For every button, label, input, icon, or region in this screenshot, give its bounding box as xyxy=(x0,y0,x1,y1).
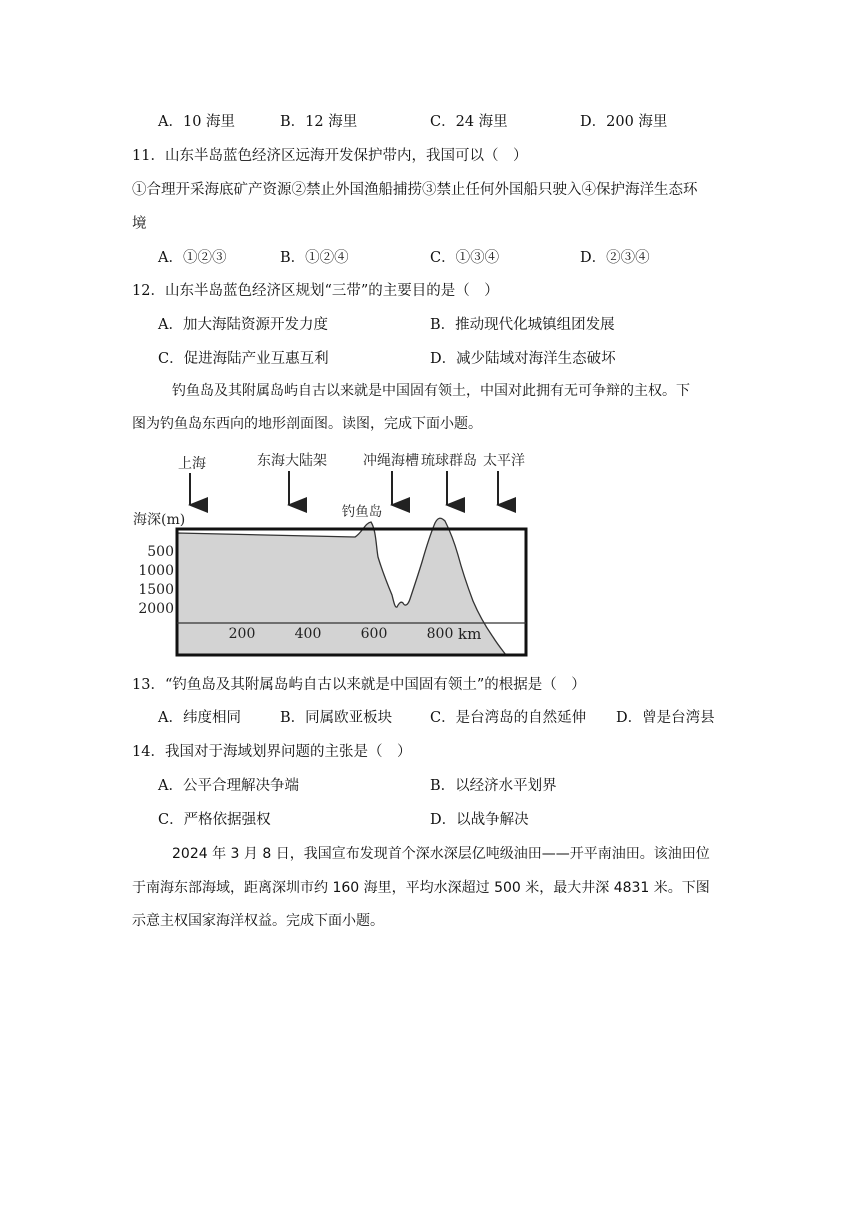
x-tick-600: 600 xyxy=(360,626,388,642)
q10-option-a: A．10 海里 xyxy=(158,114,236,130)
q11-option-b: B．①②④ xyxy=(280,250,349,266)
q13-option-c: C．是台湾岛的自然延伸 xyxy=(430,710,587,726)
q12-option-c: C．促进海陆产业互惠互利 xyxy=(158,351,329,367)
q13-stem: 13．“钓鱼岛及其附属岛屿自古以来就是中国固有领土”的根据是（ ） xyxy=(132,677,586,693)
passage1-line2: 图为钓鱼岛东西向的地形剖面图。读图，完成下面小题。 xyxy=(132,416,482,432)
passage2-line1: 2024 年 3 月 8 日，我国宣布发现首个深水深层亿吨级油田——开平南油田。该油田位 xyxy=(172,846,710,862)
q13-option-d: D．曾是台湾县 xyxy=(616,710,715,726)
q11-items-line2: 境 xyxy=(132,216,147,232)
x-tick-800: 800 xyxy=(426,626,454,642)
y-axis-title: 海深(m) xyxy=(133,512,186,528)
q12-option-b: B．推动现代化城镇组团发展 xyxy=(430,317,615,333)
y-tick-1500: 1500 xyxy=(138,582,174,598)
y-tick-500: 500 xyxy=(147,544,174,560)
q11-option-d: D．②③④ xyxy=(580,250,650,266)
x-tick-200: 200 xyxy=(228,626,256,642)
q13-option-b: B．同属欧亚板块 xyxy=(280,710,393,726)
terrain-profile-figure xyxy=(0,445,860,670)
q14-stem: 14．我国对于海域划界问题的主张是（ ） xyxy=(132,744,412,760)
q13-option-a: A．纬度相同 xyxy=(158,710,241,726)
q11-option-a: A．①②③ xyxy=(158,250,227,266)
label-east-china-sea-shelf: 东海大陆架 xyxy=(257,453,327,469)
q11-stem: 11．山东半岛蓝色经济区远海开发保护带内，我国可以（ ） xyxy=(132,148,528,164)
label-pacific-ocean: 太平洋 xyxy=(483,453,525,469)
q14-option-c: C．严格依据强权 xyxy=(158,812,271,828)
label-diaoyu-island: 钓鱼岛 xyxy=(341,504,383,520)
label-shanghai: 上海 xyxy=(178,456,206,472)
q14-option-d: D．以战争解决 xyxy=(430,812,529,828)
terrain-profile xyxy=(177,518,506,655)
passage2-line2: 于南海东部海域，距离深圳市约 160 海里，平均水深超过 500 米，最大井深 4831 米。下图 xyxy=(132,880,710,896)
passage2-line3: 示意主权国家海洋权益。完成下面小题。 xyxy=(132,913,384,929)
q14-option-a: A．公平合理解决争端 xyxy=(158,778,299,794)
x-axis-unit: km xyxy=(458,625,482,643)
q10-option-c: C．24 海里 xyxy=(430,114,508,130)
label-okinawa-trough: 冲绳海槽 xyxy=(363,453,419,469)
q14-option-b: B．以经济水平划界 xyxy=(430,778,557,794)
label-ryukyu-islands: 琉球群岛 xyxy=(421,453,477,469)
x-tick-400: 400 xyxy=(294,626,322,642)
y-tick-2000: 2000 xyxy=(138,601,174,617)
passage1-line1: 钓鱼岛及其附属岛屿自古以来就是中国固有领土，中国对此拥有无可争辩的主权。下 xyxy=(172,383,690,399)
q11-items-line1: ①合理开采海底矿产资源②禁止外国渔船捕捞③禁止任何外国船只驶入④保护海洋生态环 xyxy=(132,182,698,198)
q12-stem: 12．山东半岛蓝色经济区规划“三带”的主要目的是（ ） xyxy=(132,283,499,299)
q12-option-a: A．加大海陆资源开发力度 xyxy=(158,317,328,333)
q11-option-c: C．①③④ xyxy=(430,250,500,266)
q10-option-b: B．12 海里 xyxy=(280,114,358,130)
q10-option-d: D．200 海里 xyxy=(580,114,668,130)
q12-option-d: D．减少陆域对海洋生态破坏 xyxy=(430,351,616,367)
y-tick-1000: 1000 xyxy=(138,563,174,579)
